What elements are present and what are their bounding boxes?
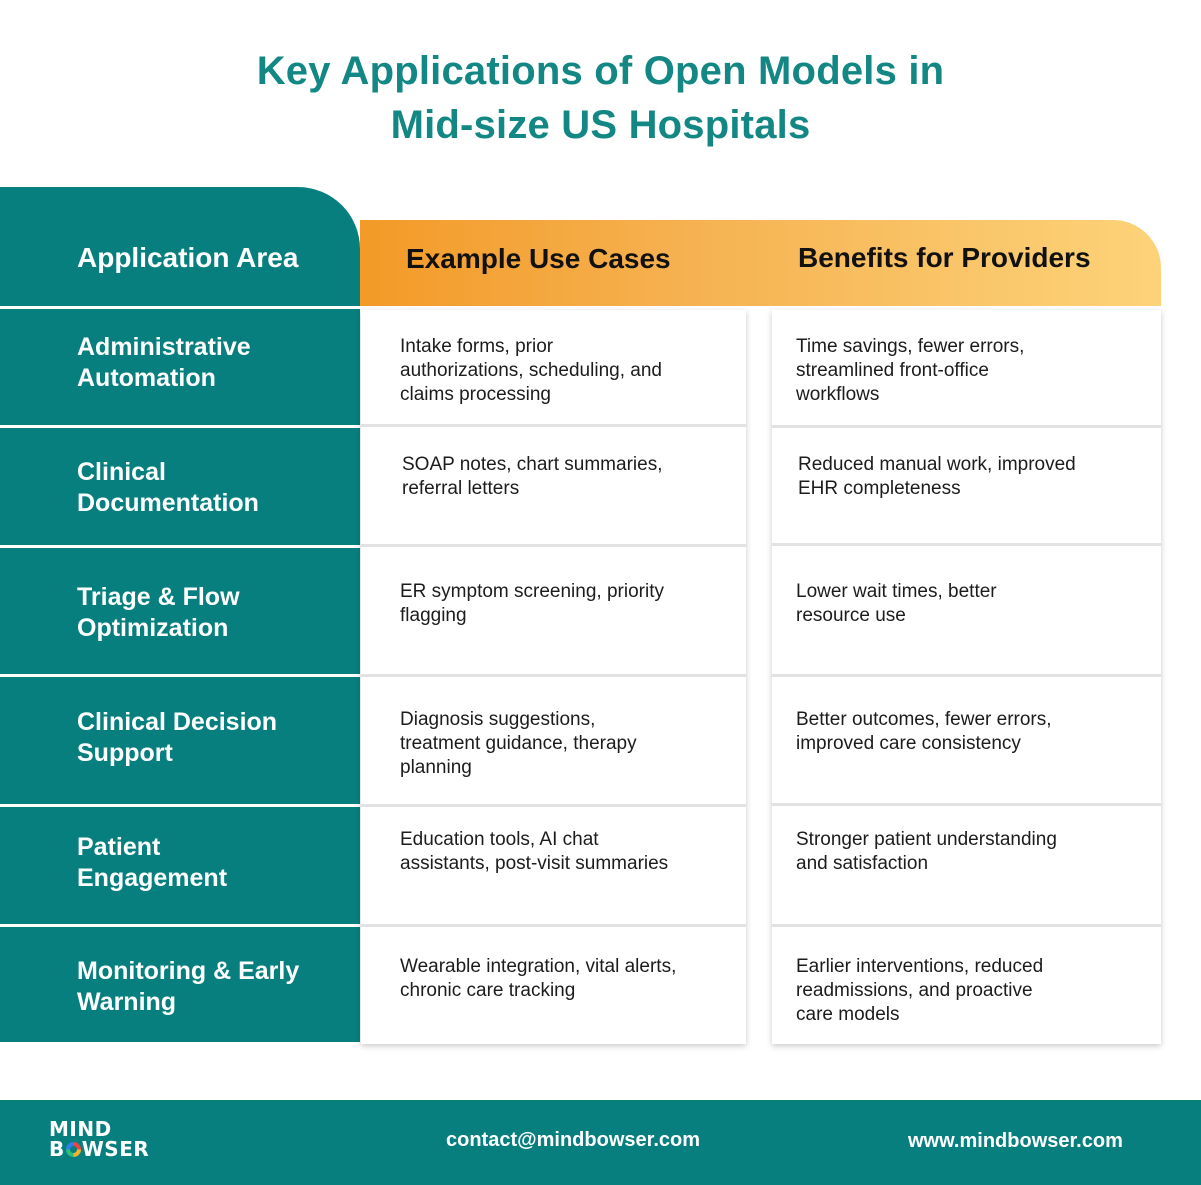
benefits-cell: Stronger patient understanding and satisfaction bbox=[796, 829, 1057, 874]
page-title-line-1: Key Applications of Open Models in bbox=[256, 49, 945, 93]
use-cases-cell: Diagnosis suggestions, treatment guidance, therapy planning bbox=[400, 709, 637, 778]
logo-o-icon bbox=[66, 1142, 81, 1157]
cell-divider bbox=[361, 804, 746, 807]
area-clinical-documentation: Clinical Documentation bbox=[77, 458, 259, 517]
header-application-area: Application Area bbox=[77, 242, 299, 273]
area-clinical-decision-support: Clinical Decision Support bbox=[77, 708, 278, 767]
mindbowser-logo: MIND B WSER bbox=[49, 1117, 150, 1161]
use-cases-column bbox=[361, 310, 746, 1044]
use-cases-cell: ER symptom screening, priority flagging bbox=[400, 581, 664, 626]
page-title bbox=[0, 44, 1201, 152]
cell-divider bbox=[772, 803, 1161, 806]
benefits-cell: Earlier interventions, reduced readmissions, and proactive care models bbox=[796, 956, 1044, 1025]
use-cases-cell: Wearable integration, vital alerts, chronic care tracking bbox=[400, 956, 677, 1001]
benefits-cell: Better outcomes, fewer errors, improved care consistency bbox=[796, 709, 1052, 754]
contact-email-link[interactable]: contact@mindbowser.com bbox=[446, 1129, 700, 1151]
cell-divider bbox=[361, 924, 746, 927]
website-link[interactable]: www.mindbowser.com bbox=[908, 1130, 1123, 1152]
benefits-cell: Lower wait times, better resource use bbox=[796, 581, 997, 626]
area-patient-engagement: Patient Engagement bbox=[77, 833, 228, 892]
cell-divider bbox=[772, 543, 1161, 546]
row-divider bbox=[0, 425, 360, 428]
area-triage-flow-optimization: Triage & Flow Optimization bbox=[77, 583, 240, 642]
cell-divider bbox=[772, 425, 1161, 428]
row-divider bbox=[0, 306, 360, 309]
row-divider bbox=[0, 804, 360, 807]
header-benefits-for-providers: Benefits for Providers bbox=[798, 242, 1091, 273]
cell-divider bbox=[361, 674, 746, 677]
page-title-line-2: Mid-size US Hospitals bbox=[390, 103, 811, 147]
benefits-column bbox=[772, 310, 1161, 1044]
cell-divider bbox=[361, 544, 746, 547]
cell-divider bbox=[361, 424, 746, 427]
use-cases-cell: Education tools, AI chat assistants, post-visit summaries bbox=[400, 829, 669, 874]
use-cases-cell: SOAP notes, chart summaries, referral letters bbox=[402, 454, 663, 499]
benefits-cell: Reduced manual work, improved EHR completeness bbox=[798, 454, 1076, 499]
benefits-cell: Time savings, fewer errors, streamlined front-office workflows bbox=[796, 336, 1025, 405]
row-divider bbox=[0, 545, 360, 548]
row-divider bbox=[0, 924, 360, 927]
area-administrative-automation: Administrative Automation bbox=[77, 333, 251, 392]
use-cases-cell: Intake forms, prior authorizations, scheduling, and claims processing bbox=[400, 336, 662, 405]
cell-divider bbox=[772, 924, 1161, 927]
row-divider bbox=[0, 674, 360, 677]
header-example-use-cases: Example Use Cases bbox=[406, 243, 671, 274]
cell-divider bbox=[772, 674, 1161, 677]
area-monitoring-early-warning: Monitoring & Early Warning bbox=[77, 957, 300, 1016]
